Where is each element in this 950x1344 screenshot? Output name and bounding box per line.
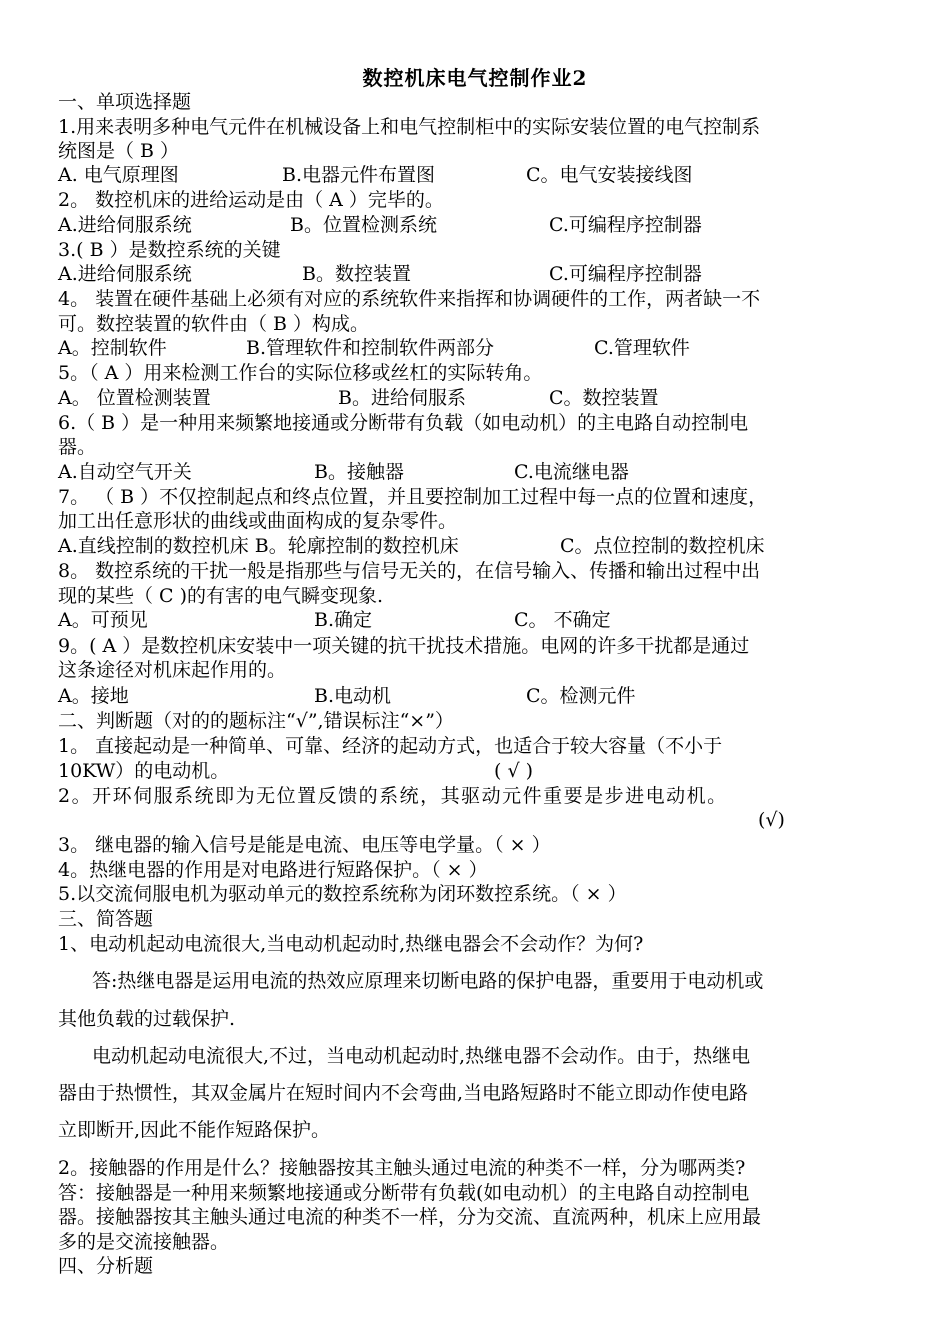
a1-answer-p2-line2: 器由于热惯性，其双金属片在短时间内不会弯曲,当电路短路时不能立即动作使电路 bbox=[58, 1082, 749, 1104]
q5-text: 5。（ A ）用来检测工作台的实际位移或丝杠的实际转角。 bbox=[58, 362, 543, 384]
q9-option-a: A。接地 bbox=[58, 685, 129, 707]
q9-option-c: C。检测元件 bbox=[526, 685, 636, 707]
q8-line2: 现的某些（ C )的有害的电气瞬变现象. bbox=[58, 585, 384, 607]
a1-answer-p1-line1: 答:热继电器是运用电流的热效应原理来切断电路的保护电器，重要用于电动机或 bbox=[92, 970, 764, 992]
j1-line2: 10KW）的电动机。 bbox=[58, 760, 230, 782]
q6-line1: 6.（ B ）是一种用来频繁地接通或分断带有负载（如电动机）的主电路自动控制电 bbox=[58, 412, 749, 434]
j2-answer-mark: (√) bbox=[758, 809, 785, 831]
q5-option-a: A。 位置检测装置 bbox=[58, 387, 211, 409]
q7-option-a-b: A.直线控制的数控机床 B。轮廓控制的数控机床 bbox=[58, 535, 459, 557]
j1-answer-mark: ( √ ) bbox=[494, 760, 534, 782]
a1-question: 1、电动机起动电流很大,当电动机起动时,热继电器会不会动作？为何? bbox=[58, 933, 644, 955]
q9-line1: 9。( A ）是数控机床安装中一项关键的抗干扰技术措施。电网的许多干扰都是通过 bbox=[58, 635, 750, 657]
j5-text: 5.以交流伺服电机为驱动单元的数控系统称为闭环数控系统。（ × ） bbox=[58, 883, 627, 905]
q3-text: 3.( B ）是数控系统的关键 bbox=[58, 239, 281, 261]
q1-option-c: C。电气安装接线图 bbox=[526, 164, 693, 186]
q9-line2: 这条途径对机床起作用的。 bbox=[58, 659, 287, 681]
q3-option-c: C.可编程序控制器 bbox=[549, 263, 702, 285]
q2-option-a: A.进给伺服系统 bbox=[58, 214, 192, 236]
q8-option-a: A。可预见 bbox=[58, 609, 148, 631]
document-title: 数控机床电气控制作业2 bbox=[362, 66, 588, 90]
q1-option-b: B.电器元件布置图 bbox=[282, 164, 436, 186]
j2-line1: 2。开环伺服系统即为无位置反馈的系统，其驱动元件重要是步进电动机。 bbox=[58, 785, 728, 807]
q2-text: 2。 数控机床的进给运动是由（ A ）完毕的。 bbox=[58, 189, 444, 211]
q4-line1: 4。 装置在硬件基础上必须有对应的系统软件来指挥和协调硬件的工作，两者缺一不 bbox=[58, 288, 761, 310]
q7-line1: 7。 （ B ）不仅控制起点和终点位置，并且要控制加工过程中每一点的位置和速度， bbox=[58, 486, 768, 508]
q3-option-a: A.进给伺服系统 bbox=[58, 263, 192, 285]
q4-option-b: B.管理软件和控制软件两部分 bbox=[246, 337, 495, 359]
q2-option-c: C.可编程序控制器 bbox=[549, 214, 702, 236]
a2-answer-line2: 器。接触器按其主触头通过电流的种类不一样，分为交流、直流两种，机床上应用最 bbox=[58, 1206, 762, 1228]
a2-answer-line3: 多的是交流接触器。 bbox=[58, 1231, 230, 1253]
a1-answer-p2-line3: 立即断开,因此不能作短路保护。 bbox=[58, 1119, 331, 1141]
q1-line1: 1.用来表明多种电气元件在机械设备上和电气控制柜中的实际安装位置的电气控制系 bbox=[58, 116, 761, 138]
q2-option-b: B。位置检测系统 bbox=[290, 214, 437, 236]
q1-line2: 统图是（ B ） bbox=[58, 140, 180, 162]
q4-line2: 可。数控装置的软件由（ B ）构成。 bbox=[58, 313, 370, 335]
section-heading-single-choice: 一、单项选择题 bbox=[58, 91, 192, 113]
a1-answer-p2-line1: 电动机起动电流很大,不过，当电动机起动时,热继电器不会动作。由于，热继电 bbox=[92, 1045, 751, 1067]
q1-option-a: A. 电气原理图 bbox=[58, 164, 179, 186]
q8-option-c: C。 不确定 bbox=[514, 609, 611, 631]
q6-option-a: A.自动空气开关 bbox=[58, 461, 192, 483]
section-heading-analysis: 四、分析题 bbox=[58, 1255, 154, 1277]
q8-line1: 8。 数控系统的干扰一般是指那些与信号无关的，在信号输入、传播和输出过程中出 bbox=[58, 560, 761, 582]
a1-answer-p1-line2: 其他负载的过载保护. bbox=[58, 1008, 236, 1030]
q5-option-c: C。数控装置 bbox=[549, 387, 659, 409]
q7-line2: 加工出任意形状的曲线或曲面构成的复杂零件。 bbox=[58, 510, 458, 532]
section-heading-true-false: 二、判断题（对的的题标注“√”,错误标注“×”） bbox=[58, 710, 454, 732]
j1-line1: 1。 直接起动是一种简单、可靠、经济的起动方式，也适合于较大容量（不小于 bbox=[58, 735, 723, 757]
q5-option-b: B。进给伺服系 bbox=[338, 387, 466, 409]
j4-text: 4。热继电器的作用是对电路进行短路保护。（ × ） bbox=[58, 859, 488, 881]
q4-option-c: C.管理软件 bbox=[594, 337, 690, 359]
section-heading-short-answer: 三、简答题 bbox=[58, 908, 154, 930]
q6-line2: 器。 bbox=[58, 436, 97, 458]
q6-option-c: C.电流继电器 bbox=[514, 461, 629, 483]
q4-option-a: A。控制软件 bbox=[58, 337, 167, 359]
q7-option-c: C。点位控制的数控机床 bbox=[560, 535, 765, 557]
q6-option-b: B。接触器 bbox=[314, 461, 404, 483]
a2-answer-line1: 答：接触器是一种用来频繁地接通或分断带有负载(如电动机）的主电路自动控制电 bbox=[58, 1182, 750, 1204]
q3-option-b: B。数控装置 bbox=[302, 263, 411, 285]
q9-option-b: B.电动机 bbox=[314, 685, 392, 707]
a2-question: 2。接触器的作用是什么？接触器按其主触头通过电流的种类不一样，分为哪两类? bbox=[58, 1157, 746, 1179]
q8-option-b: B.确定 bbox=[314, 609, 373, 631]
j3-text: 3。 继电器的输入信号是能是电流、电压等电学量。（ × ） bbox=[58, 834, 551, 856]
